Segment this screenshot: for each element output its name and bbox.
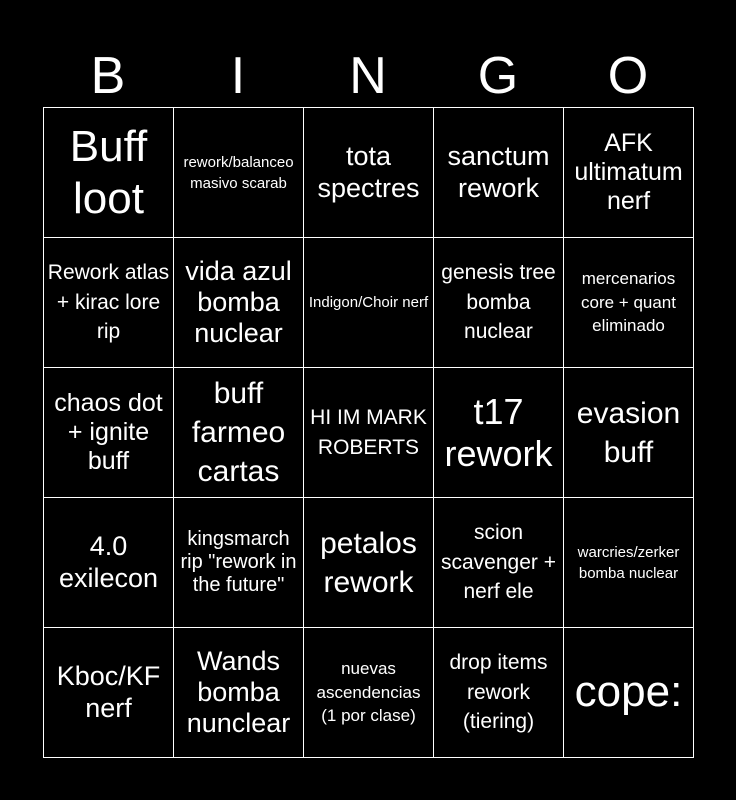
bingo-cell[interactable]: HI IM MARK ROBERTS bbox=[304, 368, 434, 498]
bingo-cell[interactable]: buff farmeo cartas bbox=[174, 368, 304, 498]
bingo-cell[interactable]: AFK ultimatum nerf bbox=[564, 108, 694, 238]
bingo-cell[interactable]: warcries/zerker bomba nuclear bbox=[564, 498, 694, 628]
header-letter-i: I bbox=[230, 47, 246, 105]
bingo-cell[interactable]: sanctum rework bbox=[434, 108, 564, 238]
bingo-cell[interactable]: t17 rework bbox=[434, 368, 564, 498]
bingo-cell[interactable]: Indigon/Choir nerf bbox=[304, 238, 434, 368]
bingo-cell[interactable]: tota spectres bbox=[304, 108, 434, 238]
bingo-board bbox=[43, 107, 694, 758]
bingo-cell[interactable]: mercenarios core + quant eliminado bbox=[564, 238, 694, 368]
bingo-cell[interactable]: rework/balanceo masivo scarab bbox=[174, 108, 304, 238]
bingo-cell[interactable]: kingsmarch rip "rework in the future" bbox=[174, 498, 304, 628]
bingo-cell[interactable]: 4.0 exilecon bbox=[44, 498, 174, 628]
bingo-cell[interactable]: genesis tree bomba nuclear bbox=[434, 238, 564, 368]
bingo-cell[interactable]: nuevas ascendencias (1 por clase) bbox=[304, 628, 434, 758]
bingo-cell[interactable]: evasion buff bbox=[564, 368, 694, 498]
bingo-cell[interactable]: Buff loot bbox=[44, 108, 174, 238]
bingo-cell[interactable]: drop items rework (tiering) bbox=[434, 628, 564, 758]
bingo-cell[interactable]: Kboc/KF nerf bbox=[44, 628, 174, 758]
header-letter-n: N bbox=[349, 47, 387, 105]
bingo-cell[interactable]: cope: bbox=[564, 628, 694, 758]
bingo-cell[interactable]: vida azul bomba nuclear bbox=[174, 238, 304, 368]
bingo-cell[interactable]: scion scavenger + nerf ele bbox=[434, 498, 564, 628]
bingo-header bbox=[43, 44, 693, 108]
header-letter-b: B bbox=[90, 47, 126, 105]
bingo-cell[interactable]: petalos rework bbox=[304, 498, 434, 628]
header-letter-o: O bbox=[607, 47, 649, 105]
header-letter-g: G bbox=[477, 47, 519, 105]
bingo-cell[interactable]: chaos dot + ignite buff bbox=[44, 368, 174, 498]
bingo-cell[interactable]: Wands bomba nunclear bbox=[174, 628, 304, 758]
bingo-cell[interactable]: Rework atlas + kirac lore rip bbox=[44, 238, 174, 368]
